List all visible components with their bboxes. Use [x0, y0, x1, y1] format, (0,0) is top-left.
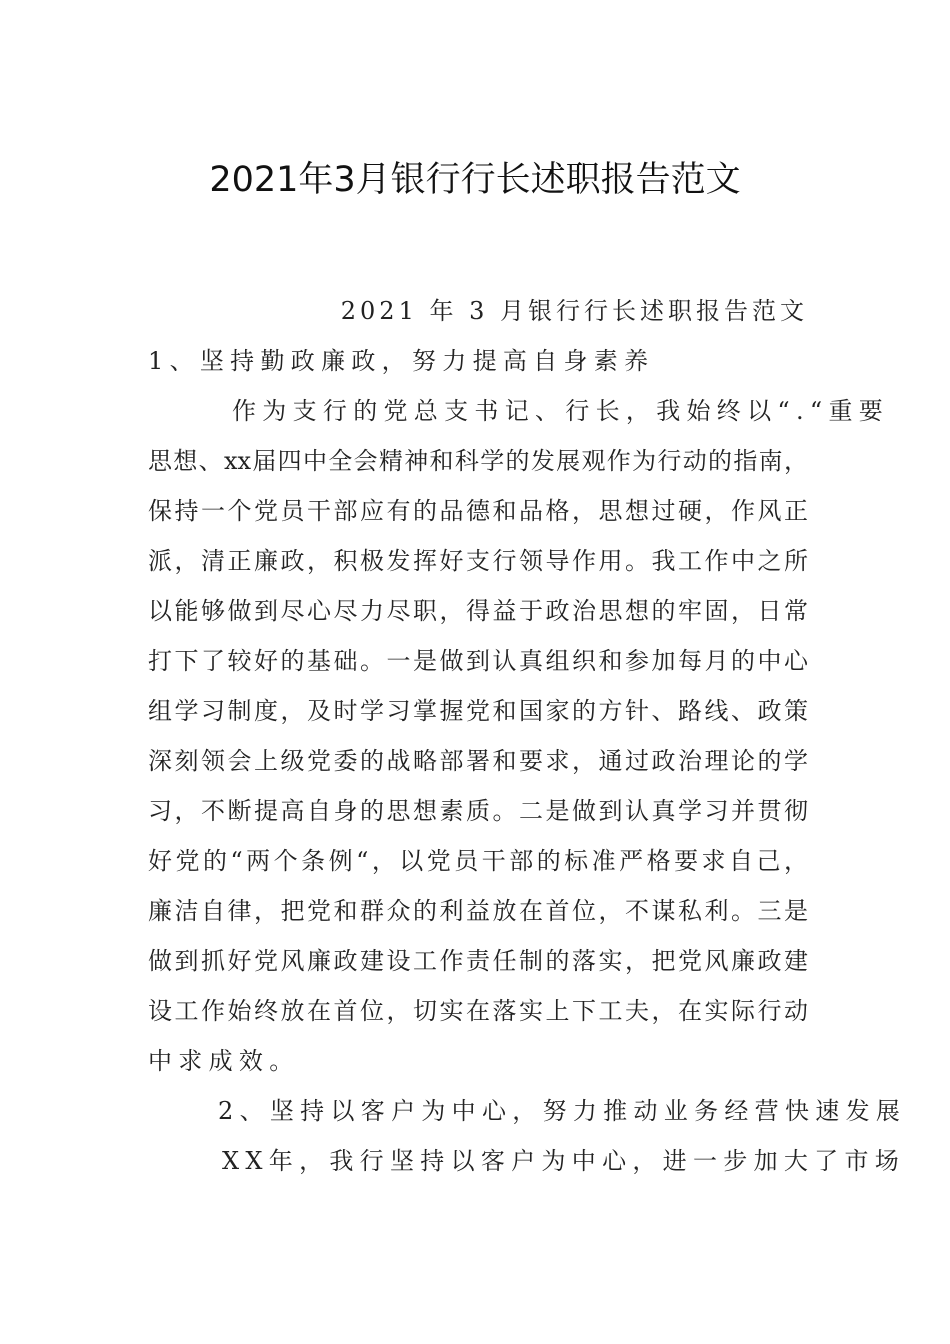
paragraph-1-line: 深刻领会上级党委的战略部署和要求，通过政治理论的学	[148, 747, 808, 775]
document-subtitle: 2021 年 3 月银行行长述职报告范文	[340, 297, 808, 325]
paragraph-1-line: 作为支行的党总支书记、行长，我始终以“.“重要	[232, 397, 890, 425]
paragraph-1-line: 廉洁自律，把党和群众的利益放在首位，不谋私利。三是	[148, 897, 808, 925]
paragraph-1-line: 习，不断提高自身的思想素质。二是做到认真学习并贯彻	[148, 797, 808, 825]
paragraph-1-line: 派，清正廉政，积极发挥好支行领导作用。我工作中之所	[148, 547, 808, 575]
paragraph-2-line: XX年，我行坚持以客户为中心，进一步加大了市场	[222, 1147, 906, 1175]
paragraph-1-line: 组学习制度，及时学习掌握党和国家的方针、路线、政策	[148, 697, 808, 725]
paragraph-1-line: 做到抓好党风廉政建设工作责任制的落实，把党风廉政建	[148, 947, 808, 975]
paragraph-1-line: 以能够做到尽心尽力尽职，得益于政治思想的牢固，日常	[148, 597, 808, 625]
paragraph-1-line: 思想、xx届四中全会精神和科学的发展观作为行动的指南，	[148, 447, 808, 475]
paragraph-1-line: 中求成效。	[148, 1047, 300, 1075]
document-title: 2021年3月银行行长述职报告范文	[209, 160, 741, 200]
section-1-heading: 1、坚持勤政廉政，努力提高自身素养	[148, 347, 655, 375]
paragraph-1-line: 好党的“两个条例“，以党员干部的标准严格要求自己，	[148, 847, 808, 875]
paragraph-1-line: 设工作始终放在首位，切实在落实上下工夫，在实际行动	[148, 997, 808, 1025]
paragraph-1-line: 打下了较好的基础。一是做到认真组织和参加每月的中心	[148, 647, 808, 675]
paragraph-1-line: 保持一个党员干部应有的品德和品格，思想过硬，作风正	[148, 497, 808, 525]
section-2-heading: 2、坚持以客户为中心，努力推动业务经营快速发展	[218, 1097, 907, 1125]
